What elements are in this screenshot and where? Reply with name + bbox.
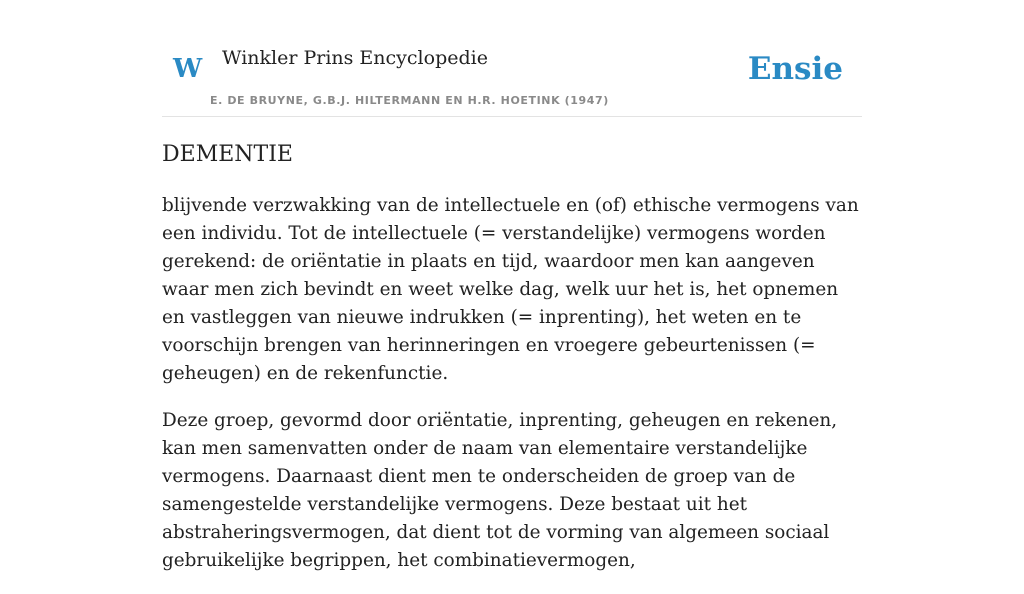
source-authors: E. DE BRUYNE, G.B.J. HILTERMANN EN H.R. HOETINK (1947): [210, 94, 609, 107]
article-paragraph: Deze groep, gevormd door oriëntatie, inprenting, geheugen en rekenen, kan men samenvatten onder de naam van elementaire verstandelijke vermogens. Daarnaast dient men te onderscheiden de groep van de samengestelde verstandelijke vermogens. Deze bestaat uit het abstraheringsvermogen, dat dient tot de vorming van algemeen sociaal gebruikelijke begrippen, het combinatievermogen,: [162, 410, 838, 571]
article-paragraph: blijvende verzwakking van de intellectuele en (of) ethische vermogens van een individu. Tot de intellectuele (= verstandelijke) vermogens worden gerekend: de oriëntatie in plaats en tijd, waardoor men kan aangeven waar men zich bevindt en weet welke dag, welk uur het is, het opnemen en vastleggen van nieuwe indrukken (= inprenting), het weten en te voorschijn brengen van herinneringen en vroegere gebeurtenissen (= geheugen) en de rekenfunctie.: [162, 195, 859, 384]
winkler-prins-logo-icon[interactable]: W: [173, 54, 203, 84]
article-headword: DEMENTIE: [162, 142, 293, 167]
ensie-brand-logo[interactable]: Ensie: [747, 51, 843, 87]
article-body: [162, 192, 862, 594]
source-title-link[interactable]: Winkler Prins Encyclopedie: [222, 47, 488, 69]
source-header: [162, 0, 862, 117]
